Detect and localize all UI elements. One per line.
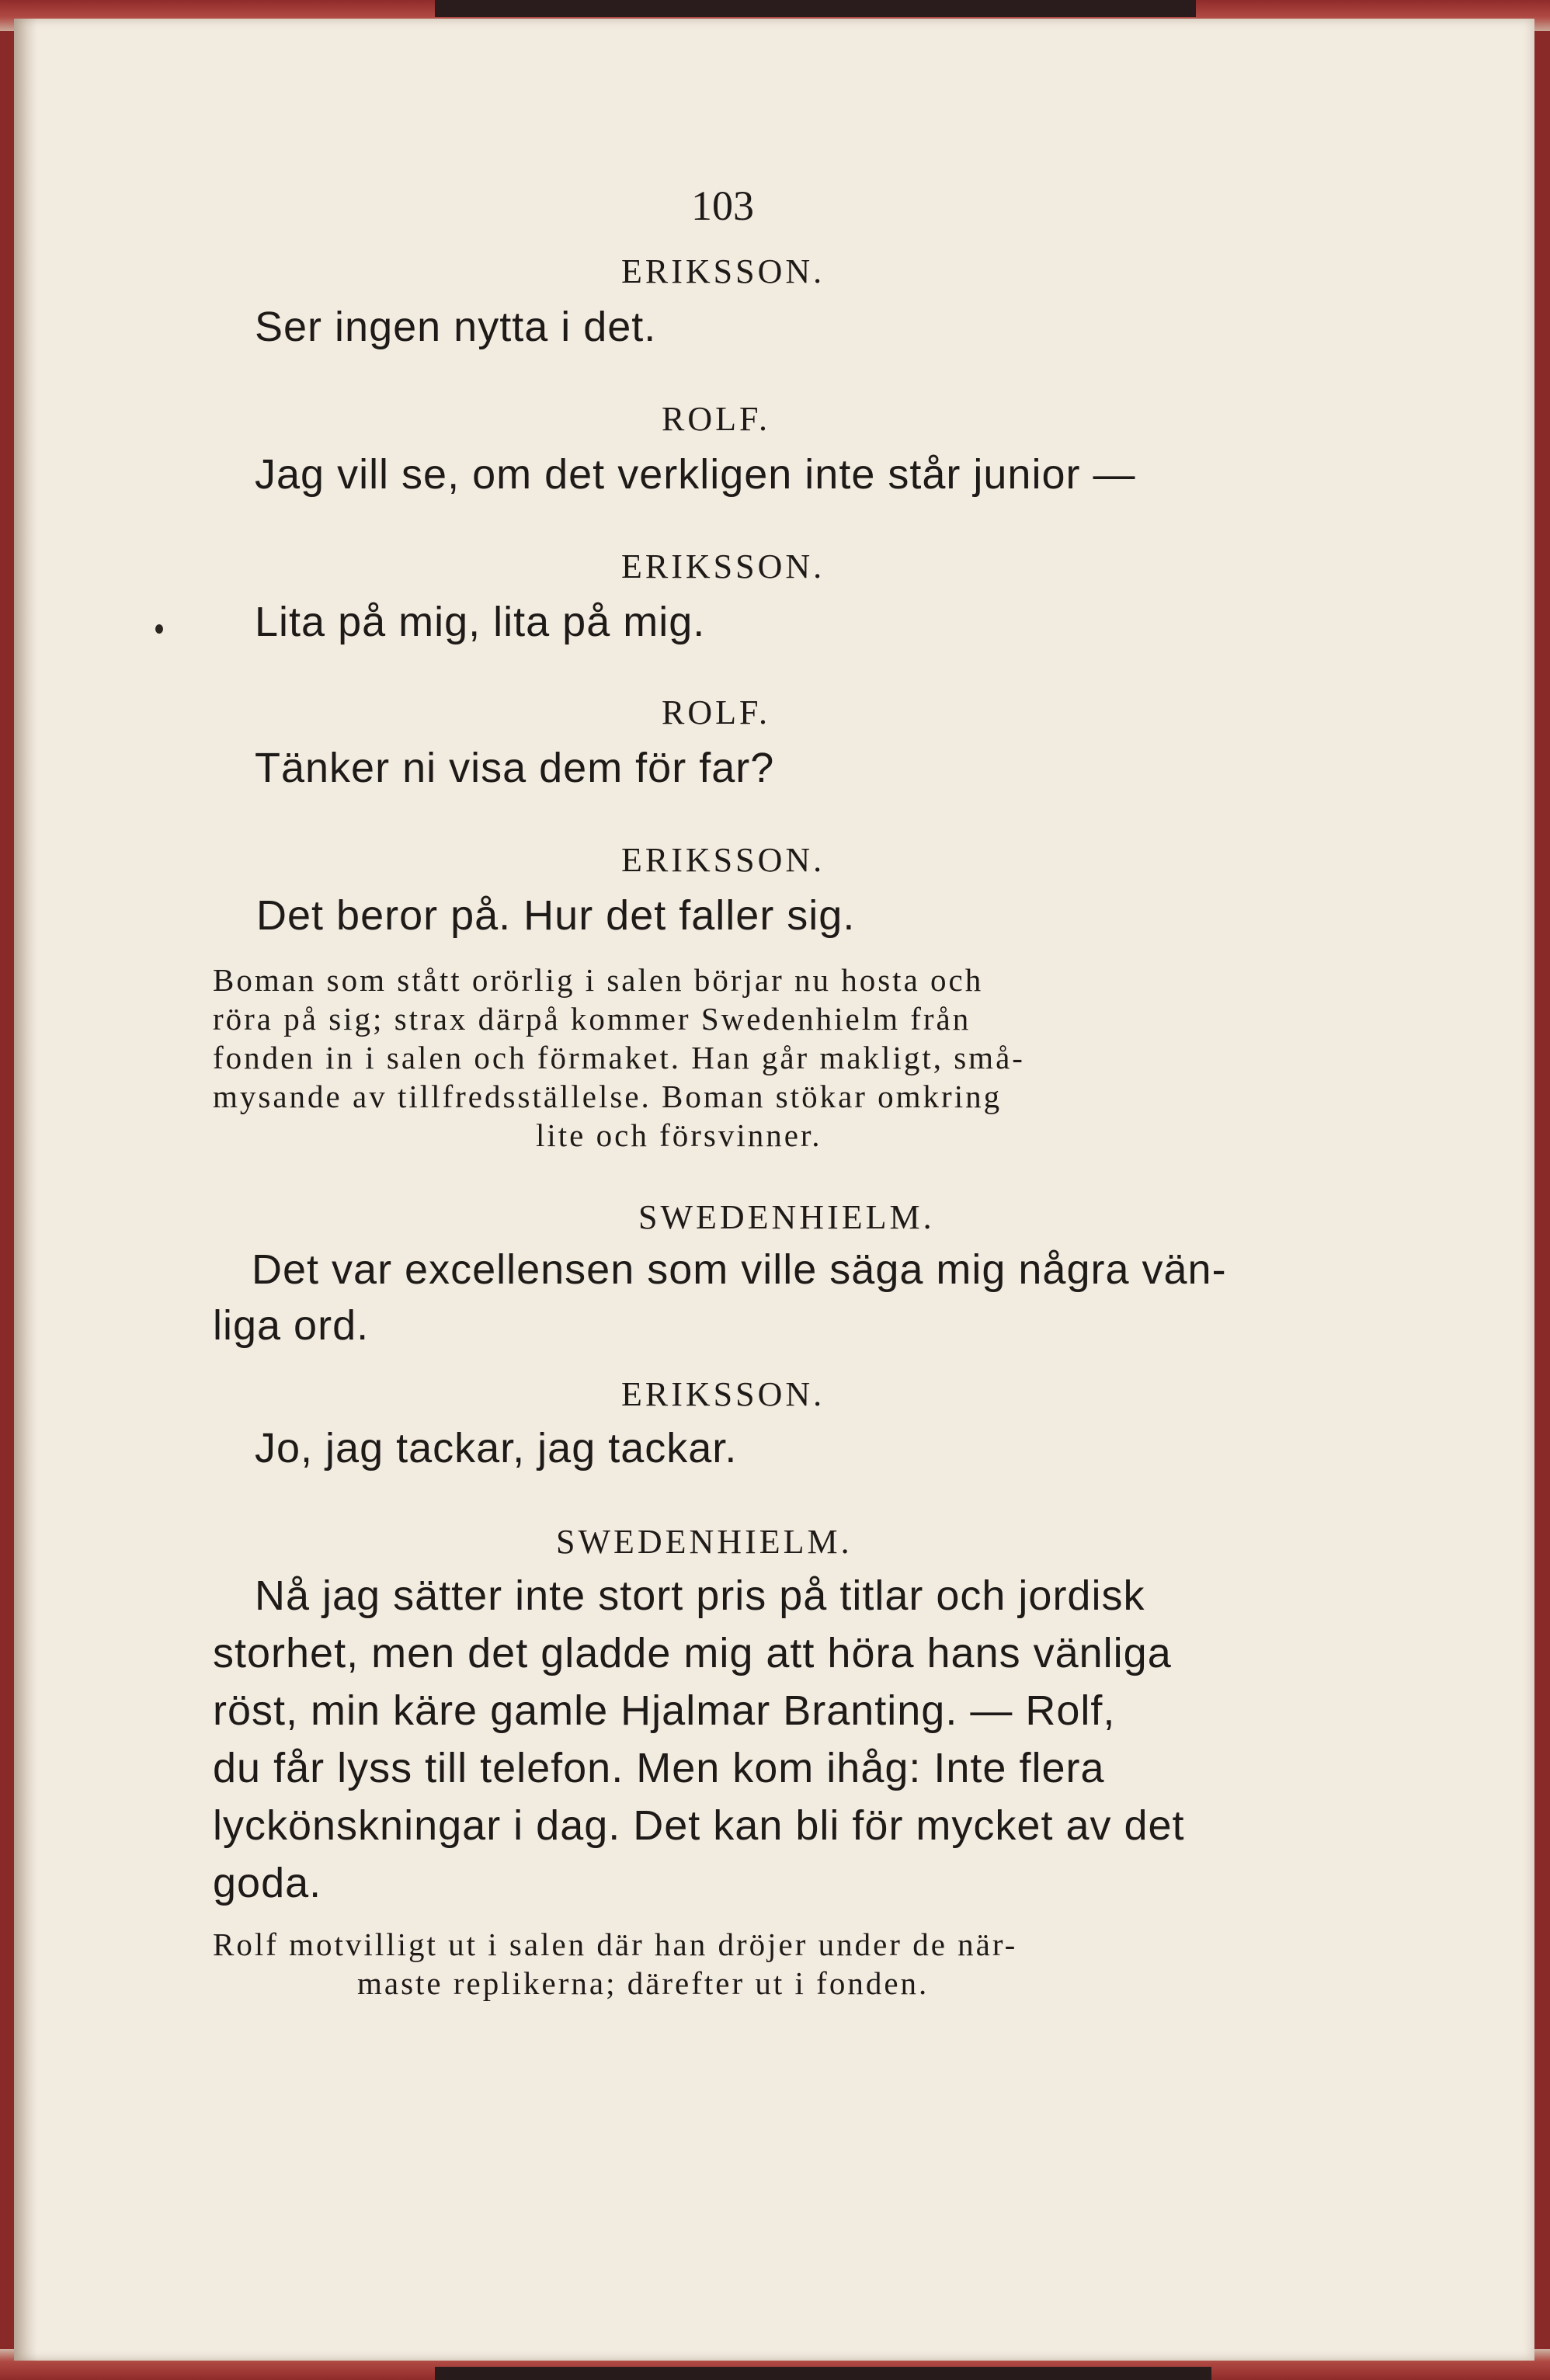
stage-direction-line: maste replikerna; därefter ut i fonden.	[357, 1965, 930, 2001]
dialogue-line: liga ord.	[213, 1302, 370, 1349]
stage-direction-line: fonden in i salen och förmaket. Han går makligt, små-	[213, 1040, 1025, 1075]
dialogue-line: goda.	[213, 1860, 322, 1906]
stage-direction-line: lite och försvinner.	[536, 1117, 822, 1153]
dialogue-line: lyckönskningar i dag. Det kan bli för mycket av det	[213, 1802, 1185, 1849]
dialogue-line: storhet, men det gladde mig att höra hans vänliga	[213, 1630, 1172, 1676]
speaker-name: ERIKSSON.	[621, 547, 825, 585]
speaker-name: ERIKSSON.	[621, 841, 825, 879]
dialogue-line: Nå jag sätter inte stort pris på titlar och jordisk	[255, 1572, 1145, 1619]
speaker-name: ERIKSSON.	[621, 252, 825, 290]
dialogue-line: Jag vill se, om det verkligen inte står junior —	[255, 451, 1136, 498]
book-page	[14, 19, 1534, 2361]
dialogue-line: Det beror på. Hur det faller sig.	[256, 892, 856, 939]
dialogue-line: Det var excellensen som ville säga mig några vän-	[252, 1246, 1227, 1293]
ink-spot	[155, 624, 163, 634]
speaker-name: ROLF.	[662, 693, 770, 731]
speaker-name: SWEDENHIELM.	[556, 1523, 853, 1561]
page-gutter-shadow	[14, 19, 37, 2361]
stage-direction-line: Rolf motvilligt ut i salen där han dröjer under de när-	[213, 1927, 1018, 1962]
speaker-name: ROLF.	[662, 400, 770, 438]
dialogue-line: Jo, jag tackar, jag tackar.	[255, 1425, 738, 1471]
book-spine-top	[435, 0, 1196, 17]
dialogue-line: Ser ingen nytta i det.	[255, 304, 657, 350]
stage-direction-line: mysande av tillfredsställelse. Boman stökar omkring	[213, 1079, 1003, 1114]
stage-direction-line: röra på sig; strax därpå kommer Swedenhielm från	[213, 1001, 971, 1037]
book-spine-bottom	[435, 2367, 1211, 2380]
dialogue-line: du får lyss till telefon. Men kom ihåg: Inte flera	[213, 1745, 1105, 1791]
speaker-name: SWEDENHIELM.	[638, 1198, 935, 1236]
stage-direction-line: Boman som stått orörlig i salen börjar nu hosta och	[213, 962, 984, 998]
dialogue-line: röst, min käre gamle Hjalmar Branting. — Rolf,	[213, 1687, 1116, 1734]
dialogue-line: Lita på mig, lita på mig.	[255, 599, 706, 645]
dialogue-line: Tänker ni visa dem för far?	[255, 745, 775, 791]
speaker-name: ERIKSSON.	[621, 1375, 825, 1413]
page-number: 103	[691, 182, 754, 229]
